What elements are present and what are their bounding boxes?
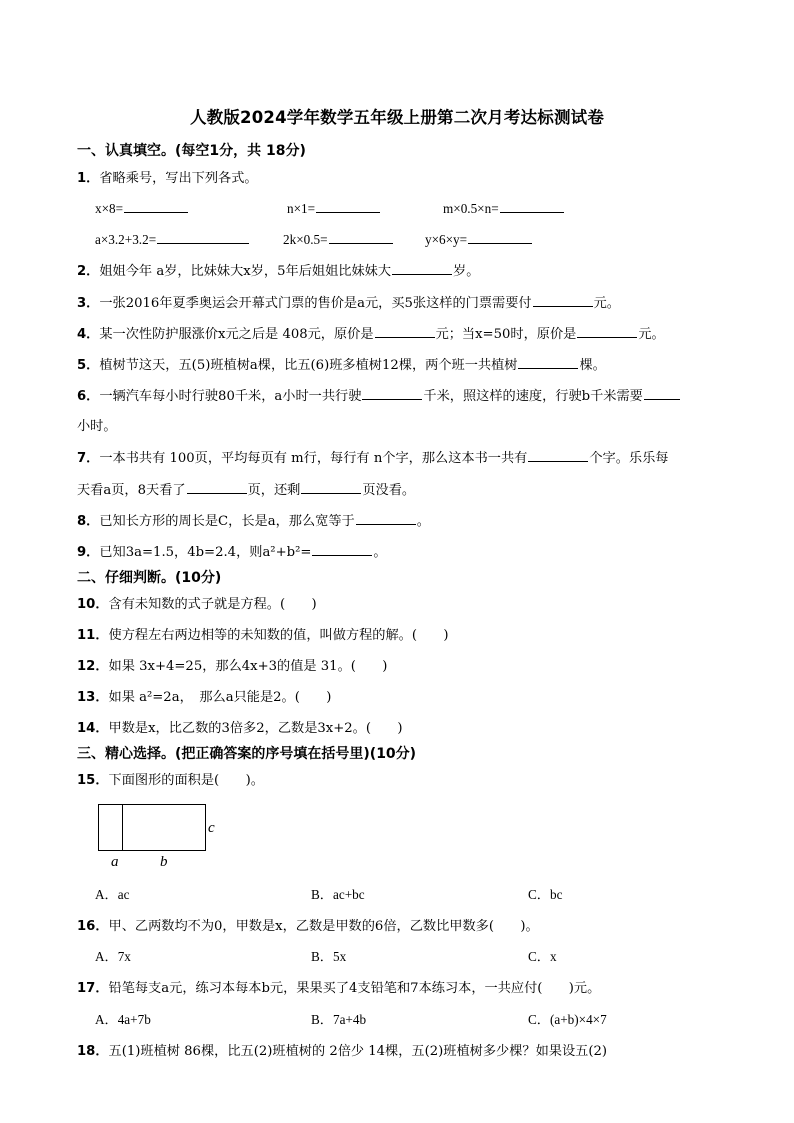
question-text: 如果 a²=2a， 那么a只能是2。( ) (108, 690, 332, 705)
option-a[interactable]: A．7x (95, 949, 131, 964)
question-6 (77, 385, 681, 404)
section-2-heading: 二、仔细判断。(10分) (77, 570, 222, 586)
question-text: 使方程左右两边相等的未知数的值，叫做方程的解。( ) (108, 628, 449, 643)
question-6-continued (77, 415, 117, 434)
question-number: 18． (77, 1044, 109, 1059)
question-number: 13． (77, 690, 109, 705)
question-2 (77, 260, 479, 279)
answer-blank[interactable] (356, 511, 416, 525)
answer-blank[interactable] (644, 386, 680, 400)
expression-6 (425, 230, 533, 248)
answer-blank[interactable] (312, 542, 372, 556)
answer-blank[interactable] (392, 261, 452, 275)
question-text: 姐姐今年 a岁，比妹妹大x岁，5年后姐姐比妹妹大 (99, 264, 392, 279)
expression-5 (283, 230, 394, 248)
question-number: 6． (77, 389, 100, 404)
question-text: 小时。 (77, 419, 117, 434)
question-16 (77, 915, 539, 934)
option-b[interactable]: B．7a+4b (311, 1012, 367, 1027)
expression-text: 2k×0.5= (283, 232, 328, 247)
section-1-heading: 一、认真填空。(每空1分，共 18分) (77, 143, 306, 159)
option-a[interactable]: A．4a+7b (95, 1012, 151, 1027)
question-text: 一本书共有 100页，平均每页有 m行，每行有 n个字，那么这本书一共有 (99, 451, 528, 466)
question-number: 17． (77, 981, 109, 996)
question-text: 五(1)班植树 86棵，比五(2)班植树的 2倍少 14棵，五(2)班植树多少棵？如果设五(2) (108, 1044, 608, 1059)
question-8 (77, 510, 430, 529)
expression-3 (443, 199, 565, 217)
answer-blank[interactable] (316, 199, 380, 213)
expression-2 (287, 199, 381, 217)
option-b[interactable]: B．ac+bc (311, 887, 365, 902)
question-text: 甲数是x，比乙数的3倍多2，乙数是3x+2。( ) (108, 721, 403, 736)
question-10 (77, 593, 317, 612)
question-17 (77, 977, 600, 996)
question-14 (77, 717, 403, 736)
expression-text: a×3.2+3.2= (95, 232, 157, 247)
question-text: 铅笔每支a元，练习本每本b元，果果买了4支铅笔和7本练习本，一共应付( )元。 (108, 981, 601, 996)
expression-text: x×8= (95, 201, 124, 216)
answer-blank[interactable] (157, 230, 249, 244)
question-text: 已知3a=1.5，4b=2.4，则a²+b²= (99, 545, 312, 560)
question-7-continued (77, 479, 415, 498)
question-number: 1． (77, 171, 100, 186)
answer-blank[interactable] (500, 199, 564, 213)
outer-rectangle (99, 805, 206, 851)
question-number: 16． (77, 919, 109, 934)
answer-blank[interactable] (362, 386, 422, 400)
question-text: 元。 (638, 327, 665, 342)
question-number: 5． (77, 358, 100, 373)
question-text: 下面图形的面积是( )。 (108, 773, 264, 788)
expression-text: n×1= (287, 201, 316, 216)
question-text: 一张2016年夏季奥运会开幕式门票的售价是a元，买5张这样的门票需要付 (99, 296, 532, 311)
question-number: 14． (77, 721, 109, 736)
answer-blank[interactable] (528, 448, 588, 462)
option-b[interactable]: B．5x (311, 949, 347, 964)
answer-blank[interactable] (533, 293, 593, 307)
question-number: 2． (77, 264, 100, 279)
answer-blank[interactable] (577, 324, 637, 338)
label-c: c (208, 820, 215, 836)
question-12 (77, 655, 387, 674)
question-text: 省略乘号，写出下列各式。 (99, 171, 258, 186)
answer-blank[interactable] (468, 230, 532, 244)
answer-blank[interactable] (375, 324, 435, 338)
question-18 (77, 1040, 607, 1059)
question-text: 个字。乐乐每 (589, 451, 669, 466)
question-text: 千米，照这样的速度，行驶b千米需要 (423, 389, 643, 404)
question-text: 元；当x=50时，原价是 (435, 327, 577, 342)
option-c[interactable]: C．bc (528, 887, 563, 902)
question-text: 。 (416, 514, 430, 529)
answer-blank[interactable] (187, 480, 247, 494)
section-3-heading: 三、精心选择。(把正确答案的序号填在括号里)(10分) (77, 746, 417, 762)
answer-blank[interactable] (329, 230, 393, 244)
answer-blank[interactable] (518, 355, 578, 369)
question-11 (77, 624, 449, 643)
question-text: 棵。 (579, 358, 606, 373)
question-text: 元。 (593, 296, 620, 311)
question-text: 页，还剩 (247, 483, 301, 498)
question-text: 如果 3x+4=25，那么4x+3的值是 31。( ) (108, 659, 388, 674)
question-text: 甲、乙两数均不为0，甲数是x，乙数是甲数的6倍，乙数比甲数多( )。 (108, 919, 539, 934)
question-text: 。 (373, 545, 387, 560)
question-number: 9． (77, 545, 100, 560)
question-text: 岁。 (453, 264, 480, 279)
answer-blank[interactable] (124, 199, 188, 213)
expression-text: m×0.5×n= (443, 201, 499, 216)
question-text: 植树节这天，五(5)班植树a棵，比五(6)班多植树12棵，两个班一共植树 (99, 358, 518, 373)
expression-text: y×6×y= (425, 232, 468, 247)
option-c[interactable]: C．(a+b)×4×7 (528, 1012, 607, 1027)
question-text: 天看a页，8天看了 (77, 483, 186, 498)
question-13 (77, 686, 331, 705)
question-number: 3． (77, 296, 100, 311)
answer-blank[interactable] (301, 480, 361, 494)
label-b: b (160, 854, 168, 870)
question-5 (77, 354, 606, 373)
question-text: 某一次性防护服涨价x元之后是 408元，原价是 (99, 327, 374, 342)
question-number: 11． (77, 628, 109, 643)
option-c[interactable]: C．x (528, 949, 557, 964)
question-number: 12． (77, 659, 109, 674)
rectangle-figure (97, 800, 237, 872)
question-text: 已知长方形的周长是C，长是a，那么宽等于 (99, 514, 355, 529)
question-number: 4． (77, 327, 100, 342)
question-number: 8． (77, 514, 100, 529)
question-7 (77, 447, 669, 466)
question-15 (77, 769, 264, 788)
question-1 (77, 167, 258, 186)
question-text: 页没看。 (362, 483, 416, 498)
question-number: 15． (77, 773, 109, 788)
question-number: 7． (77, 451, 100, 466)
question-text: 一辆汽车每小时行驶80千米，a小时一共行驶 (99, 389, 362, 404)
question-number: 10． (77, 597, 109, 612)
expression-1 (95, 199, 189, 217)
label-a: a (111, 854, 119, 870)
question-3 (77, 292, 620, 311)
question-4 (77, 323, 665, 342)
expression-4 (95, 230, 250, 248)
page-title: 人教版2024学年数学五年级上册第二次月考达标测试卷 (189, 108, 605, 127)
option-a[interactable]: A．ac (95, 887, 130, 902)
question-text: 含有未知数的式子就是方程。( ) (108, 597, 317, 612)
question-9 (77, 541, 387, 560)
